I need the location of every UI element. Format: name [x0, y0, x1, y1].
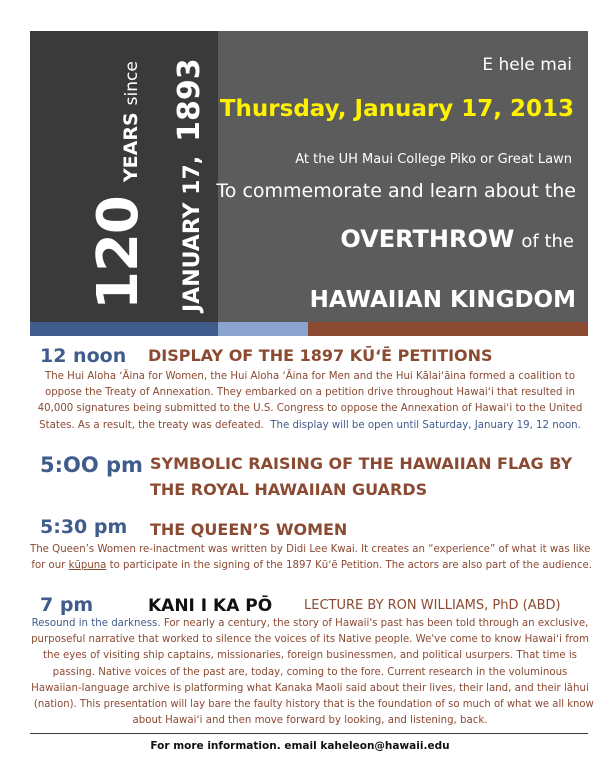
event-time-5pm: 5:OO pm — [40, 453, 143, 477]
event-time-7pm: 7 pm — [40, 594, 94, 616]
description-line — [30, 616, 590, 632]
overthrow-word: OVERTHROW — [340, 225, 515, 253]
stripe-light-blue — [218, 322, 308, 336]
footer-contact: For more information. email kaheleon@hawaii.edu — [150, 740, 450, 752]
event-location: At the UH Maui College Piko or Great Lawn — [295, 152, 572, 167]
anniversary-date: JANUARY 17, — [180, 155, 205, 312]
description-text: For nearly a century, the story of Hawaii's past has been told through an exclusive, — [160, 618, 589, 629]
description-line: oppose the Treaty of Annexation. They embarked on a petition drive throughout Hawaiʻi that resulted in — [44, 387, 576, 399]
vertical-anniversary-date — [172, 58, 212, 312]
description-line-final — [30, 418, 590, 434]
kupuna-word: kūpuna — [68, 560, 107, 572]
event-purpose: To commemorate and learn about the — [216, 180, 576, 202]
description-line: passing. Native voices of the past are, today, coming to the fore. Current research in the voluminous — [52, 666, 568, 678]
stripe-brown — [308, 322, 588, 336]
description-text: for our — [31, 560, 69, 572]
description-text: to participate in the signing of the 1897 Kūʻē Petition. The actors are also part of the audience. — [106, 560, 593, 572]
event-description-petitions — [30, 369, 590, 434]
event-description-lecture — [30, 616, 594, 729]
description-line: purposeful narrative that worked to silence the voices of its Native people. We've come to know Hawaiʻi from — [31, 634, 589, 646]
kingdom-heading: HAWAIIAN KINGDOM — [309, 287, 576, 313]
description-line: Hawaiian-language archive is platforming what Kanaka Maoli said about their lives, their land, and their lāhui — [31, 682, 589, 694]
event-title-queens-women: THE QUEEN’S WOMEN — [150, 520, 348, 539]
event-time-530pm: 5:30 pm — [40, 516, 128, 538]
years-number: 120 — [86, 196, 151, 310]
event-time-noon: 12 noon — [40, 345, 127, 367]
event-title-flag-line-1: SYMBOLIC RAISING OF THE HAWAIIAN FLAG BY — [150, 454, 573, 473]
event-title-flag-line-2: THE ROYAL HAWAIIAN GUARDS — [150, 480, 428, 499]
event-description-queens-women — [30, 542, 593, 574]
description-line: The Queen’s Women re-inactment was written by Didi Lee Kwai. It creates an “experience” of what it was like — [30, 544, 591, 555]
description-text: States. As a result, the treaty was defeated. — [39, 419, 264, 431]
description-line — [31, 558, 593, 574]
lecture-speaker: LECTURE BY RON WILLIAMS, PhD (ABD) — [304, 598, 561, 613]
vertical-anniversary-years — [88, 61, 150, 310]
overthrow-heading — [340, 225, 574, 253]
description-line: the eyes of visiting ship captains, missionaries, foreign businessmen, and political usurpers. That time is — [43, 650, 577, 662]
description-line: 40,000 signatures being submitted to the U.S. Congress to oppose the Annexation of Hawaiʻi to the United — [37, 403, 583, 415]
description-line: The Hui Aloha ʻĀina for Women, the Hui Aloha ʻĀina for Men and the Hui Kālaiʻāina formed a coalition to — [44, 371, 576, 382]
stripe-blue — [30, 322, 218, 336]
footer-divider — [30, 733, 588, 734]
since-word: since — [122, 61, 142, 106]
of-the-text: of the — [521, 231, 574, 252]
description-line: about Hawaiʻi and then move forward by looking, and listening, back. — [132, 715, 488, 727]
event-title-kani-i-ka-po: KANI I KA PŌ — [148, 596, 273, 616]
description-line: (nation). This presentation will lay bare the faulty history that is the foundation of so much of what we all know — [33, 699, 594, 711]
lead-phrase: Resound in the darkness. — [31, 618, 161, 629]
event-title-petitions: DISPLAY OF THE 1897 KŪʻĒ PETITIONS — [148, 346, 493, 365]
display-hours-note: The display will be open until Saturday, January 19, 12 noon. — [270, 419, 581, 431]
years-word: YEARS — [120, 112, 142, 183]
welcome-text: E hele mai — [482, 55, 572, 75]
anniversary-year: 1893 — [172, 58, 207, 142]
event-date: Thursday, January 17, 2013 — [219, 96, 574, 122]
